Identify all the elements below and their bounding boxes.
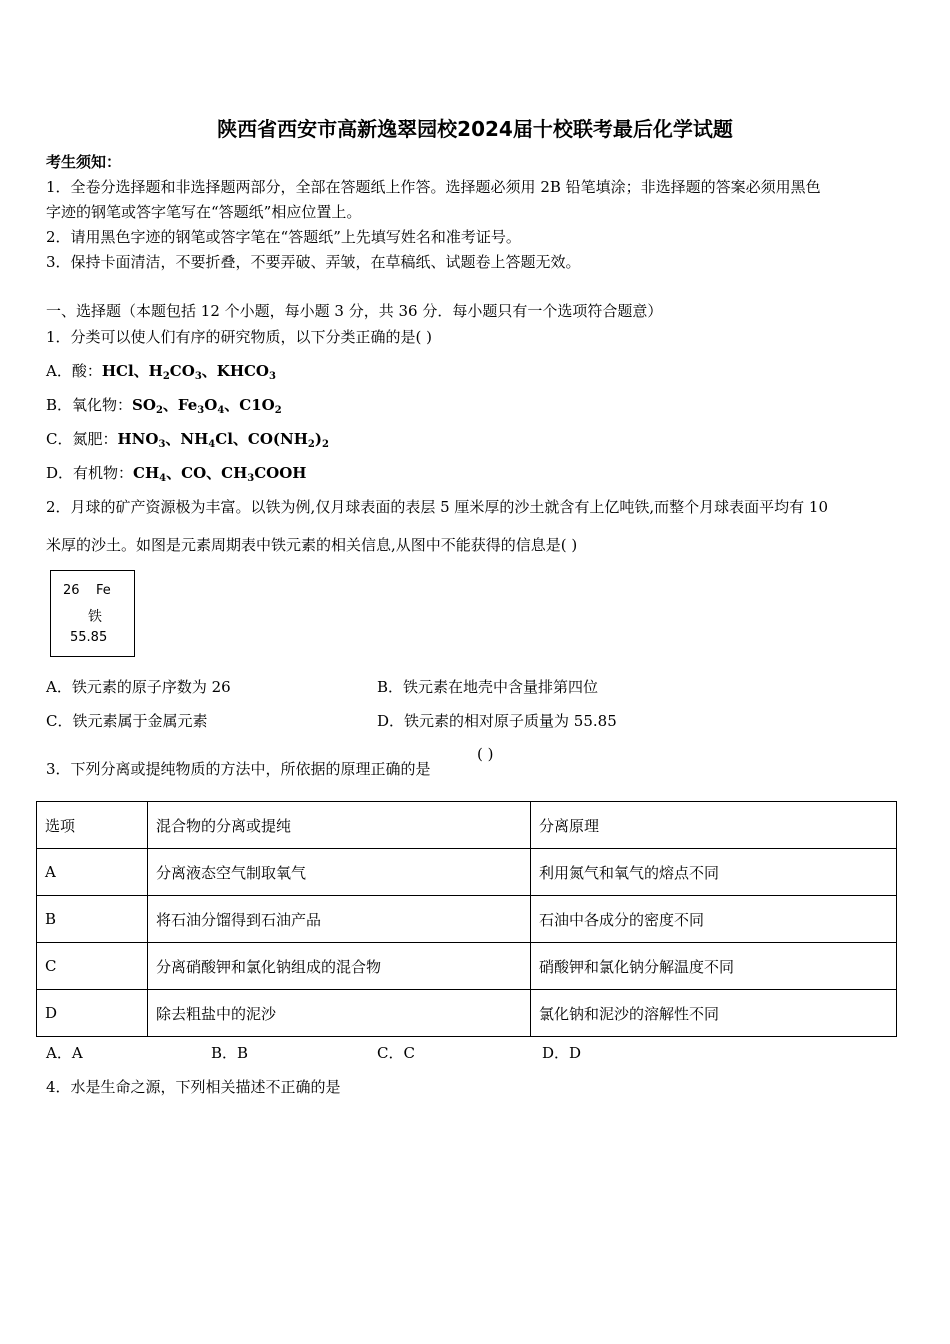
formula-list: $SO_2$、$Fe_3O_4$、$C1O_2$ — [132, 396, 282, 416]
notice-heading: 考生须知： — [46, 153, 122, 171]
table-header: 分离原理 — [531, 802, 897, 849]
table-cell: 石油中各成分的密度不同 — [531, 896, 897, 943]
question-4-stem: 4．水是生命之源，下列相关描述不正确的是 — [46, 1078, 341, 1096]
question-1-option-b — [46, 395, 282, 415]
question-3-option-b: B．B — [211, 1044, 249, 1062]
table-cell: 分离硝酸钾和氯化钠组成的混合物 — [148, 943, 531, 990]
table-cell: 利用氮气和氧气的熔点不同 — [531, 849, 897, 896]
question-1-option-d — [46, 463, 306, 483]
formula-list: HCl、$H_2CO_3$、$KHCO_3$ — [101, 362, 276, 382]
question-3-option-a: A．A — [46, 1044, 83, 1062]
question-2-stem: 米厚的沙土。如图是元素周期表中铁元素的相关信息,从图中不能获得的信息是( ) — [46, 536, 578, 554]
table-cell: A — [37, 849, 148, 896]
notice-line: 3．保持卡面清洁，不要折叠，不要弄破、弄皱，在草稿纸、试题卷上答题无效。 — [46, 253, 581, 271]
question-1-stem: 1．分类可以使人们有序的研究物质，以下分类正确的是( ) — [46, 328, 433, 346]
question-3-option-d: D．D — [542, 1044, 582, 1062]
formula-list: $HNO_3$、$NH_4Cl$、$CO(NH_2)_2$ — [117, 430, 329, 450]
atomic-number: 26 — [63, 583, 80, 598]
table-header: 混合物的分离或提纯 — [148, 802, 531, 849]
atomic-mass: 55.85 — [70, 630, 108, 645]
question-3-table — [36, 801, 897, 1037]
element-symbol: Fe — [96, 583, 111, 598]
question-3-option-c: C．C — [377, 1044, 415, 1062]
element-card-iron — [50, 570, 135, 657]
page-title: 陕西省西安市高新逸翠园校2024届十校联考最后化学试题 — [217, 117, 733, 141]
answer-paren: ( ) — [477, 745, 494, 763]
element-name: 铁 — [88, 609, 102, 625]
section-heading: 一、选择题（本题包括 12 个小题，每小题 3 分，共 36 分．每小题只有一个选项符合题意） — [46, 302, 663, 320]
formula-list: $CH_4$、CO、$CH_3COOH$ — [133, 464, 307, 484]
table-row — [37, 896, 897, 943]
table-cell: 硝酸钾和氯化钠分解温度不同 — [531, 943, 897, 990]
table-cell: D — [37, 990, 148, 1037]
table-cell: 除去粗盐中的泥沙 — [148, 990, 531, 1037]
table-row — [37, 849, 897, 896]
question-1-option-c — [46, 429, 329, 449]
table-cell: 氯化钠和泥沙的溶解性不同 — [531, 990, 897, 1037]
question-2-option-b: B．铁元素在地壳中含量排第四位 — [377, 678, 599, 696]
table-header: 选项 — [37, 802, 148, 849]
option-label: C．氮肥： — [46, 430, 118, 448]
notice-line: 1．全卷分选择题和非选择题两部分，全部在答题纸上作答。选择题必须用 2B 铅笔填涂；非选择题的答案必须用黑色 — [46, 178, 821, 196]
table-cell: 分离液态空气制取氧气 — [148, 849, 531, 896]
table-header-row — [37, 802, 897, 849]
table-row — [37, 943, 897, 990]
question-2-option-c: C．铁元素属于金属元素 — [46, 712, 208, 730]
table-cell: C — [37, 943, 148, 990]
table-cell: 将石油分馏得到石油产品 — [148, 896, 531, 943]
question-2-option-d: D．铁元素的相对原子质量为 55.85 — [377, 712, 617, 730]
option-label: D．有机物： — [46, 464, 134, 482]
question-3-stem: 3．下列分离或提纯物质的方法中，所依据的原理正确的是 — [46, 760, 431, 778]
table-cell: B — [37, 896, 148, 943]
question-2-stem: 2．月球的矿产资源极为丰富。以铁为例,仅月球表面的表层 5 厘米厚的沙土就含有上亿吨铁,而整个月球表面平均有 10 — [46, 498, 829, 516]
option-label: B．氧化物： — [46, 396, 133, 414]
option-label: A．酸： — [46, 362, 102, 380]
notice-line: 字迹的钢笔或答字笔写在“答题纸”相应位置上。 — [46, 203, 362, 221]
table-row — [37, 990, 897, 1037]
question-2-option-a: A．铁元素的原子序数为 26 — [46, 678, 231, 696]
question-1-option-a — [46, 361, 276, 381]
notice-line: 2．请用黑色字迹的钢笔或答字笔在“答题纸”上先填写姓名和准考证号。 — [46, 228, 521, 246]
